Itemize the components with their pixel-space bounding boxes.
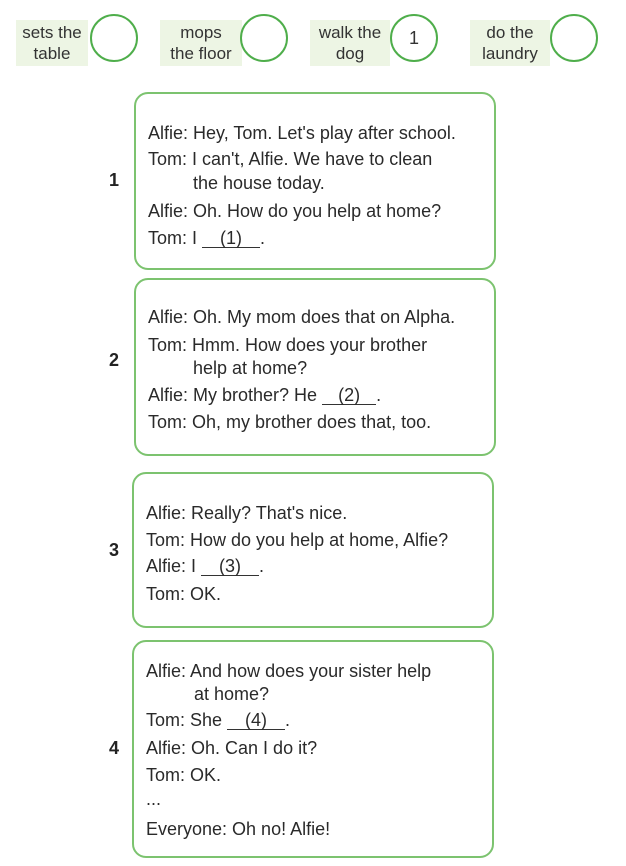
dialogue-line — [148, 227, 265, 249]
answer-circle[interactable] — [90, 14, 138, 62]
answer-blank[interactable]: (2) — [322, 386, 376, 405]
line-text: Alfie: I — [146, 556, 202, 576]
answer-blank[interactable]: (4) — [227, 711, 285, 730]
option-label: mops the floor — [160, 20, 242, 66]
answer-blank[interactable]: (1) — [202, 229, 260, 248]
dialogue-line: Alfie: Hey, Tom. Let's play after school. — [148, 123, 456, 143]
dialogue-line: Everyone: Oh no! Alfie! — [146, 819, 331, 839]
line-text: . — [285, 710, 291, 730]
line-text: Alfie: My brother? He — [148, 385, 323, 405]
dialogue-line: Tom: Oh, my brother does that, too. — [148, 412, 432, 432]
line-text: . — [260, 228, 266, 248]
line-text: Tom: She — [146, 710, 228, 730]
option-walk-the-dog — [310, 14, 442, 76]
option-sets-the-table — [16, 14, 142, 76]
dialogue-line — [146, 555, 264, 577]
dialogue-line: Alfie: Really? That's nice. — [146, 503, 348, 523]
dialogue-line: Alfie: And how does your sister help — [146, 661, 432, 681]
answer-circle[interactable] — [550, 14, 598, 62]
option-label: walk the dog — [310, 20, 390, 66]
panel-number: 3 — [108, 540, 119, 560]
line-text: . — [259, 556, 265, 576]
dialogue-line — [146, 709, 290, 731]
line-text: Tom: I — [148, 228, 203, 248]
dialogue-panel-4 — [132, 640, 494, 858]
panel-number: 1 — [108, 170, 119, 190]
dialogue-line: Alfie: Oh. Can I do it? — [146, 738, 318, 758]
dialogue-line: Alfie: Oh. How do you help at home? — [148, 201, 442, 221]
dialogue-panel-3 — [132, 472, 494, 628]
dialogue-line: help at home? — [193, 358, 308, 378]
dialogue-line: Tom: OK. — [146, 765, 222, 785]
answer-circle[interactable]: 1 — [390, 14, 438, 62]
answer-blank[interactable]: (3) — [201, 557, 259, 576]
dialogue-panel-1 — [134, 92, 496, 270]
option-label: sets the table — [16, 20, 88, 66]
option-do-the-laundry — [464, 14, 604, 76]
dialogue-line: Tom: OK. — [146, 584, 222, 604]
panel-number: 2 — [108, 350, 119, 370]
answer-circle[interactable] — [240, 14, 288, 62]
dialogue-line — [148, 384, 381, 406]
dialogue-line: ... — [146, 789, 162, 809]
dialogue-line: at home? — [194, 684, 270, 704]
option-mops-the-floor — [160, 14, 296, 76]
dialogue-line: Tom: Hmm. How does your brother — [148, 335, 428, 355]
option-label: do the laundry — [470, 20, 550, 66]
dialogue-line: Tom: I can't, Alfie. We have to clean — [148, 149, 433, 169]
dialogue-panel-2 — [134, 278, 496, 456]
dialogue-line: the house today. — [193, 173, 325, 193]
dialogue-line: Tom: How do you help at home, Alfie? — [146, 530, 449, 550]
panel-number: 4 — [108, 738, 119, 758]
line-text: . — [376, 385, 382, 405]
dialogue-line: Alfie: Oh. My mom does that on Alpha. — [148, 307, 456, 327]
